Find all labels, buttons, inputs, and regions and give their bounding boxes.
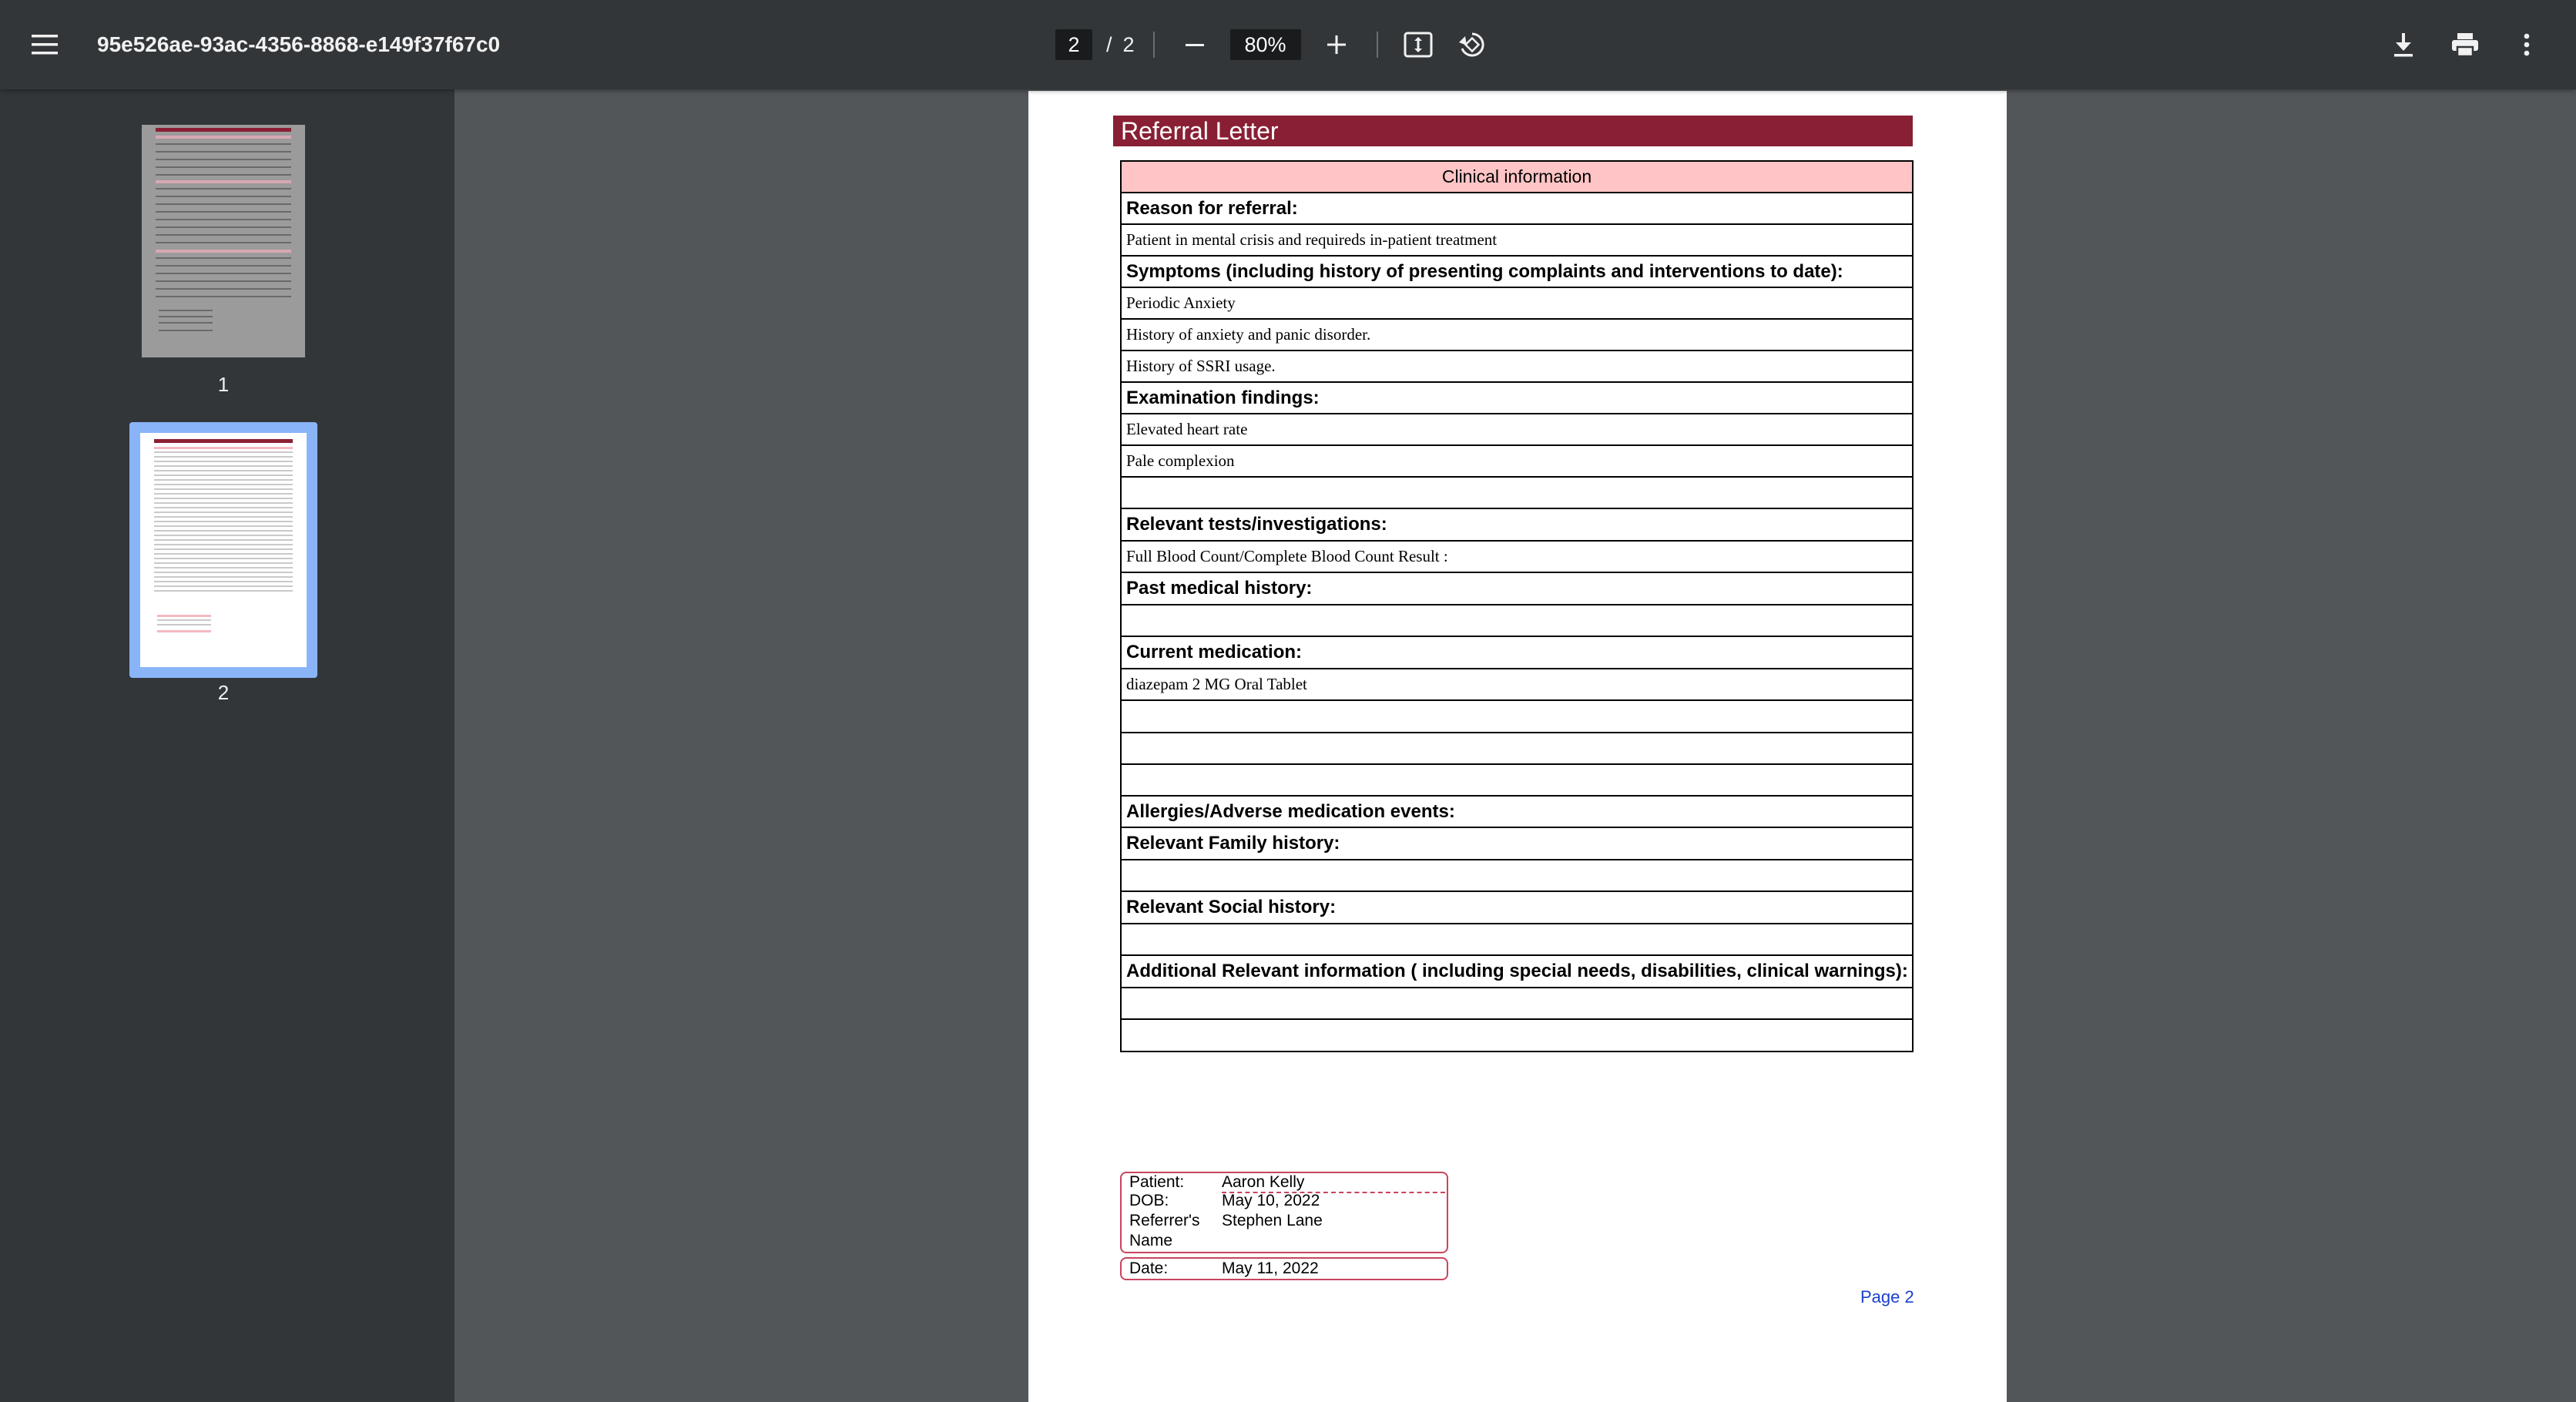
referrer-value: Stephen Lane: [1222, 1212, 1323, 1229]
form-field-label: Relevant tests/investigations:: [1122, 509, 1912, 542]
form-field-value: Patient in mental crisis and requireds in-patient treatment: [1122, 225, 1912, 257]
download-button[interactable]: [2382, 23, 2425, 66]
referrer-label-line1: Referrer's: [1129, 1212, 1200, 1229]
form-empty-row: [1122, 860, 1912, 892]
print-icon: [2450, 32, 2480, 58]
page-thumbnail-2-selected[interactable]: [129, 422, 317, 678]
form-field-label: Current medication:: [1122, 637, 1912, 669]
thumbnail-sidebar: [0, 89, 454, 1402]
viewer-toolbar: [0, 0, 2576, 89]
total-pages: 2: [1122, 32, 1135, 56]
page-number: Page 2: [1860, 1287, 1914, 1306]
referral-letter-banner: Referral Letter: [1113, 116, 1913, 146]
form-field-value: History of anxiety and panic disorder.: [1122, 320, 1912, 351]
download-icon: [2392, 32, 2415, 58]
toolbar-divider: [1153, 32, 1155, 58]
zoom-level-input[interactable]: 80%: [1230, 29, 1301, 60]
fit-to-page-icon: [1404, 32, 1433, 58]
form-empty-row: [1122, 988, 1912, 1020]
form-field-label: Allergies/Adverse medication events:: [1122, 797, 1912, 828]
form-empty-row: [1122, 924, 1912, 956]
rotate-button[interactable]: [1451, 23, 1494, 66]
clinical-information-table: [1120, 160, 1914, 1052]
form-field-value: History of SSRI usage.: [1122, 351, 1912, 383]
document-actions: [2382, 0, 2548, 89]
page-thumbnail-2: [140, 433, 307, 667]
patient-details-box: [1120, 1172, 1448, 1253]
form-field-value: Full Blood Count/Complete Blood Count Result :: [1122, 542, 1912, 573]
form-empty-row: [1122, 733, 1912, 765]
page-zoom-controls: [1055, 0, 1494, 89]
document-page-2: [1028, 91, 2007, 1402]
document-title: 95e526ae-93ac-4356-8868-e149f37f67c0: [97, 32, 501, 56]
form-empty-row: [1122, 478, 1912, 509]
menu-button[interactable]: [22, 22, 68, 68]
form-empty-row: [1122, 605, 1912, 637]
current-page-input[interactable]: 2: [1055, 29, 1092, 60]
date-value: May 11, 2022: [1222, 1259, 1319, 1277]
zoom-in-button[interactable]: [1315, 23, 1358, 66]
clinical-information-header: Clinical information: [1122, 162, 1912, 193]
print-button[interactable]: [2444, 23, 2487, 66]
form-rows: [1122, 193, 1912, 1051]
form-field-label: Additional Relevant information ( including special needs, disabilities, clinical warnings):: [1122, 956, 1912, 988]
patient-value: Aaron Kelly: [1222, 1173, 1305, 1191]
date-label: Date:: [1129, 1259, 1169, 1277]
form-empty-row: [1122, 701, 1912, 733]
patient-label: Patient:: [1129, 1173, 1185, 1191]
rotate-icon: [1457, 30, 1487, 59]
form-field-label: Relevant Social history:: [1122, 892, 1912, 924]
hamburger-menu-icon: [32, 35, 58, 55]
form-empty-row: [1122, 1020, 1912, 1051]
page-thumbnail-1[interactable]: [142, 125, 305, 357]
form-field-label: Examination findings:: [1122, 383, 1912, 414]
form-field-value: Periodic Anxiety: [1122, 288, 1912, 320]
form-field-label: Symptoms (including history of presenting complaints and interventions to date):: [1122, 257, 1912, 288]
form-empty-row: [1122, 765, 1912, 797]
dob-value: May 10, 2022: [1222, 1192, 1320, 1209]
form-field-label: Past medical history:: [1122, 573, 1912, 605]
more-options-button[interactable]: [2505, 23, 2548, 66]
dob-label: DOB:: [1129, 1192, 1169, 1209]
fit-to-page-button[interactable]: [1397, 23, 1440, 66]
toolbar-divider: [1377, 32, 1378, 58]
zoom-out-button[interactable]: [1173, 23, 1216, 66]
form-field-label: Relevant Family history:: [1122, 828, 1912, 860]
date-box: [1120, 1257, 1448, 1280]
form-field-value: Pale complexion: [1122, 446, 1912, 478]
page-separator: /: [1106, 32, 1112, 56]
form-field-value: Elevated heart rate: [1122, 414, 1912, 446]
referrer-label-line2: Name: [1129, 1232, 1173, 1249]
thumbnail-label-1: 1: [217, 373, 230, 396]
more-options-icon: [2524, 33, 2530, 56]
zoom-out-icon: [1184, 34, 1206, 55]
form-field-value: diazepam 2 MG Oral Tablet: [1122, 669, 1912, 701]
thumbnail-label-2: 2: [217, 681, 230, 704]
form-field-label: Reason for referral:: [1122, 193, 1912, 225]
zoom-in-icon: [1326, 34, 1347, 55]
